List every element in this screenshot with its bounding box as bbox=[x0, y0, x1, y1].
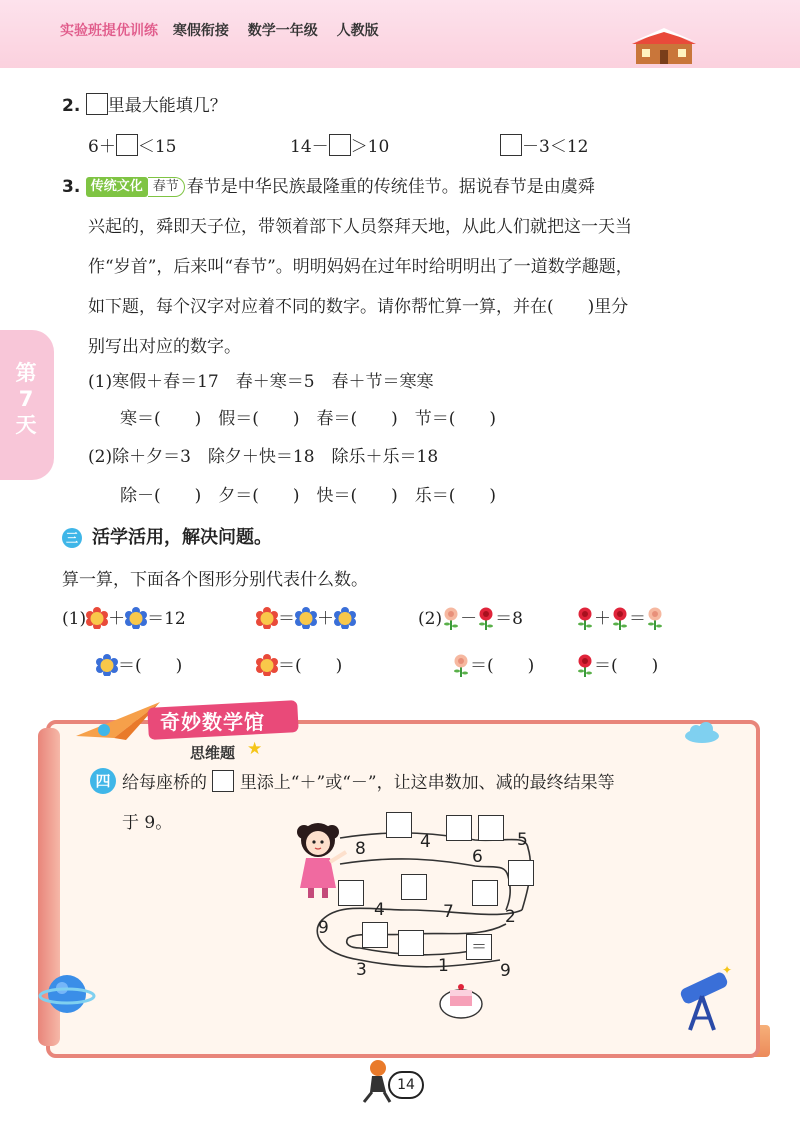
shape-problem-2 bbox=[418, 604, 523, 634]
section-three-title: 活学活用，解决问题。 bbox=[92, 527, 272, 548]
pink-rose-answer[interactable] bbox=[452, 651, 534, 681]
q3-text-line: 别写出对应的数字。 bbox=[88, 337, 241, 357]
q2-prompt bbox=[62, 91, 227, 121]
bridge-number: 5 bbox=[517, 830, 528, 850]
section-four-instruction bbox=[122, 768, 615, 798]
plus-sign: ＋ bbox=[594, 609, 611, 629]
eq3-right: －3＜12 bbox=[522, 137, 589, 157]
orange-flower-answer[interactable] bbox=[256, 651, 342, 681]
fun-math-title: 奇妙数学馆 bbox=[160, 710, 265, 734]
blue-flower-answer[interactable] bbox=[96, 651, 182, 681]
q2-equation-3 bbox=[500, 132, 588, 162]
instruction-part-c: 于 9。 bbox=[122, 813, 173, 833]
svg-text:✦: ✦ bbox=[722, 963, 733, 977]
pink-rose-icon bbox=[646, 606, 664, 630]
pink-rose-icon bbox=[442, 606, 460, 630]
orange-flower-icon bbox=[256, 607, 278, 629]
equals-sign: ＝ bbox=[278, 609, 295, 629]
q2-prompt-text: 里最大能填几？ bbox=[107, 96, 227, 116]
blue-flower-icon bbox=[334, 607, 356, 629]
q3-text-line: 春节是中华民族最隆重的传统佳节。据说春节是由虞舜 bbox=[186, 177, 595, 197]
eq2-right: ＞10 bbox=[350, 137, 390, 157]
operator-box[interactable] bbox=[362, 922, 388, 948]
shape-problem-2-relation bbox=[576, 604, 664, 634]
q3-text-line: 兴起的，舜即天子位，带领着部下人员祭拜天地，从此人们就把这一天当 bbox=[88, 217, 632, 237]
bridge-number: 9 bbox=[500, 961, 511, 981]
answer-blank[interactable]: ＝( ) bbox=[594, 656, 659, 676]
q3-part2-equations: (2)除＋夕＝3 除夕＋快＝18 除乐＋乐＝18 bbox=[88, 447, 439, 467]
cake-icon bbox=[438, 980, 484, 1020]
cloud-icon bbox=[682, 722, 722, 744]
operator-box[interactable] bbox=[386, 812, 412, 838]
q3-line-1 bbox=[62, 172, 595, 202]
planet-icon bbox=[38, 968, 96, 1020]
star-icon: ★ bbox=[247, 739, 263, 759]
q2-equation-1 bbox=[88, 132, 176, 162]
operator-box[interactable] bbox=[446, 815, 472, 841]
problem-label: (1) bbox=[62, 609, 87, 629]
operator-box[interactable] bbox=[401, 874, 427, 900]
header-subtitle: 寒假衔接 bbox=[172, 23, 229, 39]
bridge-number: 1 bbox=[438, 956, 449, 976]
problem-label: (2) bbox=[418, 609, 443, 629]
answer-box[interactable] bbox=[329, 134, 351, 156]
q3-number: 3. bbox=[62, 177, 81, 197]
bridge-number: 4 bbox=[420, 832, 431, 852]
q3-part2-answers[interactable]: 除－( ) 夕＝( ) 快＝( ) 乐＝( ) bbox=[120, 486, 497, 506]
answer-box[interactable] bbox=[500, 134, 522, 156]
answer-blank[interactable]: ＝( ) bbox=[278, 656, 343, 676]
header-edition: 人教版 bbox=[336, 23, 379, 39]
blue-flower-icon bbox=[125, 607, 147, 629]
shape-problem-1-relation bbox=[256, 604, 356, 634]
orange-flower-icon bbox=[256, 654, 278, 676]
pink-rose-icon bbox=[452, 653, 470, 677]
red-rose-icon bbox=[576, 653, 594, 677]
tradition-tag: 传统文化 bbox=[86, 177, 148, 197]
equation-result: ＝8 bbox=[495, 609, 523, 629]
bridge-number: 4 bbox=[374, 900, 385, 920]
section-three-intro: 算一算，下面各个图形分别代表什么数。 bbox=[62, 570, 368, 590]
q2-number: 2. bbox=[62, 96, 81, 116]
bridge-number: 6 bbox=[472, 847, 483, 867]
series-name: 实验班提优训练 bbox=[60, 23, 158, 39]
spring-festival-tag: 春节 bbox=[148, 177, 185, 197]
telescope-icon bbox=[670, 960, 740, 1032]
operator-box[interactable] bbox=[478, 815, 504, 841]
day-side-tab-label: 第7天 bbox=[15, 361, 37, 437]
shape-problem-1 bbox=[62, 604, 186, 634]
red-rose-answer[interactable] bbox=[576, 651, 658, 681]
answer-blank[interactable]: ＝( ) bbox=[470, 656, 535, 676]
bridge-number: 9 bbox=[318, 918, 329, 938]
q2-equation-2 bbox=[290, 132, 389, 162]
blue-flower-icon bbox=[295, 607, 317, 629]
thinking-question-label: 思维题 bbox=[190, 744, 236, 762]
answer-box[interactable] bbox=[86, 93, 108, 115]
plus-sign: ＋ bbox=[317, 609, 334, 629]
section-three-badge: 三 bbox=[62, 528, 82, 548]
operator-box[interactable] bbox=[398, 930, 424, 956]
final-equals-box: ＝ bbox=[466, 934, 492, 960]
red-rose-icon bbox=[576, 606, 594, 630]
instruction-part-b: 里添上“＋”或“－”，让这串数加、减的最终结果等 bbox=[239, 773, 615, 793]
plus-sign: ＋ bbox=[108, 609, 126, 629]
section-four-badge: 四 bbox=[90, 768, 116, 794]
blue-flower-icon bbox=[96, 654, 118, 676]
answer-blank[interactable]: ＝( ) bbox=[118, 656, 183, 676]
q3-part1-equations: (1)寒假＋春＝17 春＋寒＝5 春＋节＝寒寒 bbox=[88, 372, 434, 392]
minus-sign: － bbox=[460, 609, 478, 629]
eq2-left: 14－ bbox=[290, 137, 329, 157]
bridge-number: 8 bbox=[355, 839, 366, 859]
operator-box[interactable] bbox=[472, 880, 498, 906]
bridge-number: 3 bbox=[356, 960, 367, 980]
equals-sign: ＝ bbox=[629, 609, 646, 629]
q3-text-line: 作“岁首”，后来叫“春节”。明明妈妈在过年时给明明出了一道数学趣题， bbox=[88, 257, 633, 277]
answer-box[interactable] bbox=[116, 134, 138, 156]
eq1-left: 6＋ bbox=[88, 137, 116, 157]
instruction-part-a: 给每座桥的 bbox=[122, 773, 207, 793]
q3-text-line: 如下题，每个汉字对应着不同的数字。请你帮忙算一算，并在( )里分 bbox=[88, 297, 629, 317]
operator-box-sample bbox=[212, 770, 234, 792]
page-number: 14 bbox=[388, 1071, 424, 1099]
operator-box[interactable] bbox=[338, 880, 364, 906]
equation-result: ＝12 bbox=[147, 609, 186, 629]
eq1-right: ＜15 bbox=[137, 137, 177, 157]
red-rose-icon bbox=[611, 606, 629, 630]
red-rose-icon bbox=[477, 606, 495, 630]
bridge-number: 2 bbox=[505, 907, 516, 927]
header-title bbox=[60, 20, 379, 40]
bridge-number: 7 bbox=[443, 902, 454, 922]
header-subject: 数学一年级 bbox=[247, 23, 318, 39]
q3-part1-answers[interactable]: 寒＝( ) 假＝( ) 春＝( ) 节＝( ) bbox=[120, 409, 497, 429]
orange-flower-icon bbox=[86, 607, 108, 629]
house-icon bbox=[628, 26, 700, 66]
operator-box[interactable] bbox=[508, 860, 534, 886]
